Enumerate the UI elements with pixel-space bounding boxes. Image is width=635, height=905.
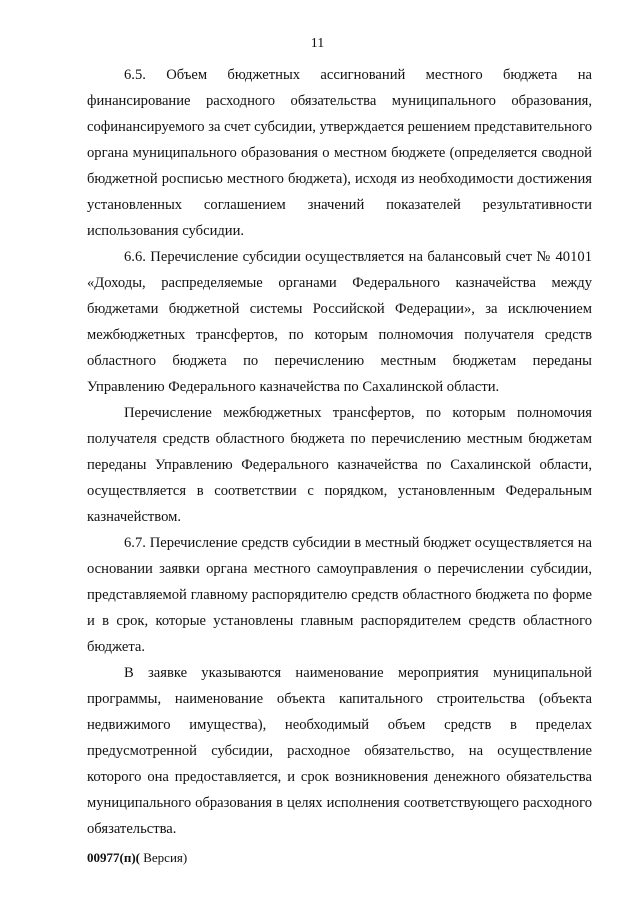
document-code [87, 850, 187, 866]
paragraph-6-7: 6.7. Перечисление средств субсидии в местный бюджет осуществляется на основании заявки органа местного самоуправления о перечислении субсидии, представляемой главному распорядителю средств областного бюджета по форме и в срок, которые установлены главным распорядителем средств областного бюджета. [87, 535, 592, 655]
paragraph-6-5: 6.5. Объем бюджетных ассигнований местного бюджета на финансирование расходного обязательства муниципального образования, софинансируемого за счет субсидии, утверждается решением представительного органа муниципального образования о местном бюджете (определяется сводной бюджетной росписью местного бюджета), исходя из необходимости достижения установленных соглашением значений показателей результативности использования субсидии. [87, 67, 593, 239]
document-version-label: Версия) [139, 850, 188, 865]
document-code-number: 00977(п)( [87, 850, 140, 865]
paragraph-request-contents: В заявке указываются наименование мероприятия муниципальной программы, наименование объекта капитального строительства (объекта недвижимого имущества), необходимый объем средств в пределах предусмотренной субсидии, расходное обязательство, на осуществление которого она предоставляется, и срок возникновения денежного обязательства муниципального образования в целях исполнения соответствующего расходного обязательства. [87, 665, 592, 837]
paragraph-6-6: 6.6. Перечисление субсидии осуществляется на балансовый счет № 40101 «Доходы, распределяемые органами Федерального казначейства между бюджетами бюджетной системы Российской Федерации», за исключением межбюджетных трансфертов, по которым полномочия получателя средств областного бюджета по перечислению местным бюджетам переданы Управлению Федерального казначейства по Сахалинской области. [87, 249, 592, 395]
document-body [87, 62, 592, 842]
page-number: 11 [310, 36, 325, 51]
paragraph-transfers: Перечисление межбюджетных трансфертов, по которым полномочия получателя средств областного бюджета по перечислению местным бюджетам переданы Управлению Федерального казначейства по Сахалинской области, осуществляется в соответствии с порядком, установленным Федеральным казначейством. [87, 405, 592, 525]
